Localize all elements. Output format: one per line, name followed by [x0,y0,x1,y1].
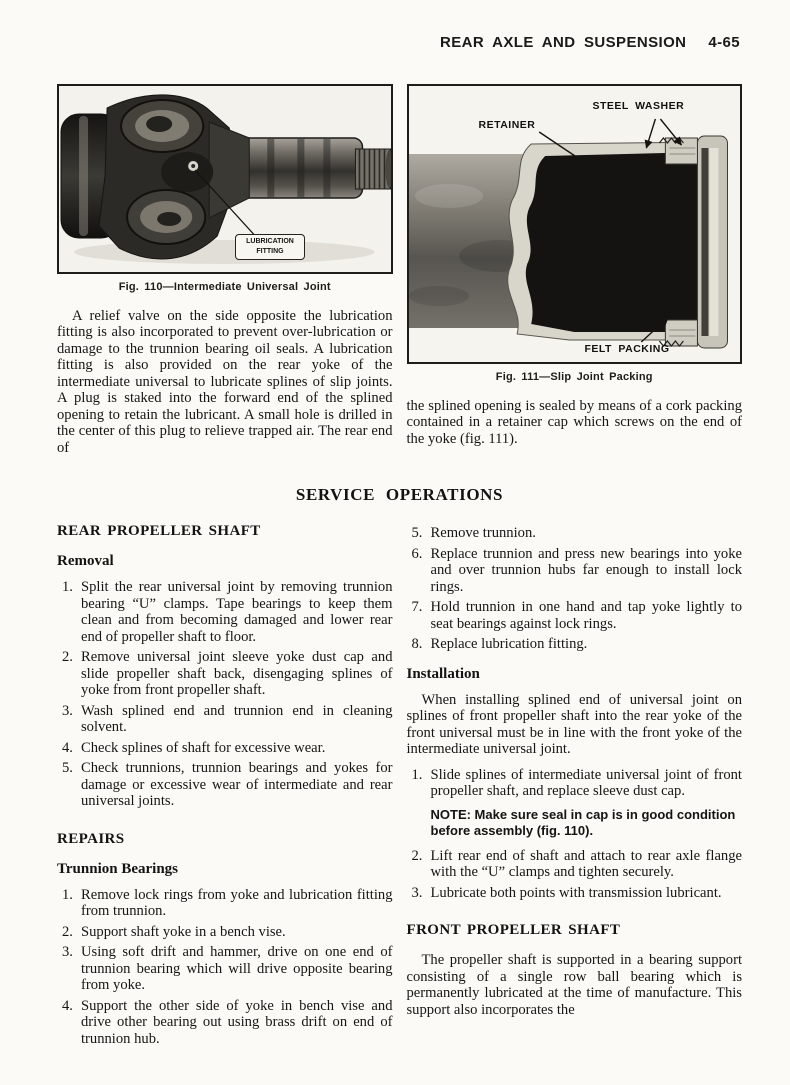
list-item: 2. Remove universal joint sleeve yoke dust cap and slide propeller shaft back, disengaging splines of yoke from front propeller shaft. [62,649,393,699]
removal-heading: Removal [57,553,114,570]
list-item: 7. Hold trunnion in one hand and tap yoke lightly to seat bearings against lock rings. [411,599,742,632]
retainer-label: RETAINER [478,119,536,131]
removal-list [57,579,393,809]
fig111-photo [407,84,743,364]
ops-right-column [407,523,743,1051]
list-item: 1. Slide splines of intermediate universal joint of front propeller shaft, and replace sleeve dust cap. [411,766,742,800]
right-column-top [407,84,743,456]
trunnion-bearings-heading: Trunnion Bearings [57,860,179,877]
list-item: 3. Using soft drift and hammer, drive on one end of trunnion bearing which will drive opposite bearing from yoke. [62,944,393,994]
installation-list [407,767,743,902]
fig110-photo [57,84,393,274]
list-item: 5. Check trunnions, trunnion bearings and yokes for damage or excessive wear of intermediate and rear universal joints. [62,760,393,810]
fig110-caption: Fig. 110—Intermediate Universal Joint [118,281,331,293]
rear-propeller-shaft-heading: REAR PROPELLER SHAFT [57,523,261,540]
page-number: 4-65 [708,34,740,51]
callout-line1: LUBRICATION [246,238,294,245]
left-column-top [57,84,393,456]
intro-left-paragraph: A relief valve on the side opposite the lubrication fitting is also incorporated to prevent over-lubrication or damage to the trunnion bearing oil seals. A lubrication fitting is also provided on the rear yoke of the intermediate universal to lubricate splines of slip joints. A plug is staked into the forward end of the splined opening to retain the lubricant. A small hole is drilled in the center of this plug to relieve trapped air. The rear end of [57,308,393,456]
installation-heading: Installation [406,665,480,682]
list-item: 2. Support shaft yoke in a bench vise. [62,923,286,940]
front-propeller-paragraph: The propeller shaft is supported in a bearing support consisting of a single row ball bearing which is permanently lubricated at the time of manufacture. This support also incorporates the [406,952,742,1018]
callout-line2: FITTING [256,248,284,256]
intro-right-paragraph: the splined opening is sealed by means of a cork packing contained in a retainer cap which screws on the end of the yoke (fig. 111). [406,398,742,447]
felt-packing-label: FELT PACKING [584,343,670,355]
list-item: 8. Replace lubrication fitting. [411,636,588,653]
trunnion-bearings-list [57,887,393,1047]
list-item: 6. Replace trunnion and press new bearings into yoke and over trunnion hubs far enough to install lock rings. [411,545,742,595]
list-item: 5. Remove trunnion. [411,525,536,542]
trunnion-bearings-list-continued [407,525,743,652]
page-header [57,34,742,51]
lubrication-fitting-callout [235,234,305,260]
figures-row [57,84,742,456]
service-operations-heading: SERVICE OPERATIONS [295,485,504,505]
figure-111 [407,84,743,383]
steel-washer-label: STEEL WASHER [592,100,685,112]
installation-note: NOTE: Make sure seal in cap is in good condition before assembly (fig. 110). [430,806,736,839]
chapter-title: REAR AXLE AND SUSPENSION [440,34,687,51]
list-item: 4. Check splines of shaft for excessive wear. [62,739,326,756]
list-item: 2. Lift rear end of shaft and attach to rear axle flange with the “U” clamps and tighten securely. [411,847,742,881]
front-propeller-shaft-heading: FRONT PROPELLER SHAFT [406,922,621,939]
ops-left-column [57,523,393,1051]
list-item: 4. Support the other side of yoke in bench vise and drive other bearing out using brass drift on end of trunnion hub. [62,997,393,1047]
slip-joint-packing-illustration [409,86,741,362]
operations-columns [57,523,742,1051]
list-item: 1. Remove lock rings from yoke and lubrication fitting from trunnion. [62,886,393,920]
repairs-heading: REPAIRS [57,830,125,847]
fig111-caption: Fig. 111—Slip Joint Packing [495,371,653,383]
list-item: 3. Wash splined end and trunnion end in cleaning solvent. [62,702,393,736]
universal-joint-illustration [59,86,391,272]
figure-110 [57,84,393,293]
list-item: 3. Lubricate both points with transmission lubricant. [411,884,722,901]
installation-intro: When installing splined end of universal joint on splines of front propeller shaft into the rear yoke of the front universal must be in line with the front yoke of the intermediate universal joint. [406,691,742,758]
list-item: 1. Split the rear universal joint by removing trunnion bearing “U” clamps. Tape bearings to keep them clean and from becoming damaged and lower rear end of propeller shaft to floor. [62,579,393,645]
